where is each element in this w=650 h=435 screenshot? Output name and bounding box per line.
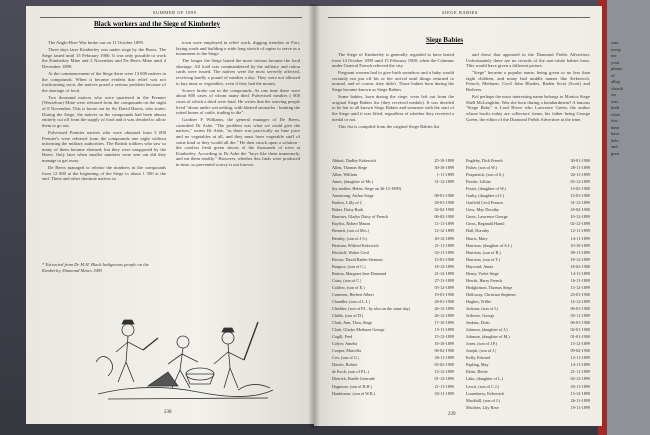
list-item [332, 298, 454, 305]
birth-date: 08-01-1900 [434, 193, 454, 199]
birth-date: 16-11-1899 [570, 277, 590, 283]
birth-date: 17-10-1899 [434, 320, 454, 326]
list-item [466, 368, 590, 375]
birth-date: 02-01-1900 [570, 327, 590, 333]
baby-name: Harris, Mary [466, 235, 488, 241]
birth-date: 25-10-1899 [434, 158, 454, 163]
baby-name: Johnson, (daughter of J.) [466, 327, 508, 333]
birth-date: 03-02-1900 [434, 362, 454, 368]
list-item [332, 220, 454, 227]
birth-date: 28-01-1900 [434, 298, 454, 304]
baby-name: Johnson, (daughter of M.) [466, 334, 510, 340]
miners-illustration [88, 302, 278, 402]
baby-name: Hayward, Annie [466, 263, 494, 269]
list-item [466, 390, 590, 397]
birth-date: 14-11-1899 [570, 362, 590, 368]
baby-name: Cooper, Marcella [332, 348, 362, 354]
list-item [332, 375, 454, 382]
birth-date: 21-11-1899 [434, 383, 454, 389]
baby-name: Barrows, Gladys Daisy of French [332, 214, 389, 220]
list-item [332, 277, 454, 284]
list-item [466, 383, 590, 390]
paragraph: Gardner F Williams, the general manager of De Beers, consulted Dr Ashe. "The problem was what we could give the natives," writes Dr Ashe, "as there was practically no lime juice and no vegetables at all, and they must have vegetable stuff of some kind or they would all die." He then struck upon a solution - the careless fresh green shoots of the thousands of trees at Kimberley. According to Dr Ashe the "boys like them immensely, and eat them readily." However, whether this finds were produced in time, so prevented scurvy is not known. [176, 117, 300, 167]
paragraph: At the commencement of the Siege there were 13 000 natives in the compounds. When it became evident that relief was not forthcoming soon, the natives posed a serious problem because of the shortage of food. [42, 70, 166, 93]
paragraph: The Anglo-Boer War broke out on 11 October 1899. [48, 40, 144, 45]
adjacent-book-text: wax recep me your please of alleg church we was both what few hasn have belo and grea [611, 40, 624, 156]
list-item [466, 235, 590, 242]
list-item [466, 164, 590, 171]
birth-date: 06-02-1900 [434, 214, 454, 220]
birth-date: 30-10-1899 [434, 165, 454, 171]
baby-name: (by mother, Helen, Siege on 26-12-1899) [332, 186, 402, 192]
list-item [466, 256, 590, 263]
baby-name: Bentley, (son of J.S.) [332, 235, 368, 241]
baby-name: Jones, (son of J.P.) [466, 341, 498, 347]
birth-date: 06-01-1900 [570, 305, 590, 311]
left-page-column-2 [176, 40, 300, 169]
left-header-rule [40, 17, 302, 18]
list-item [332, 368, 454, 375]
baby-name: Abbott, Dudley Kekewich [332, 158, 377, 163]
baby-name: Fitzpatrick, (son of S.) [466, 172, 504, 178]
baby-name: Cogill, Fred [332, 334, 353, 340]
left-page-column-1 [42, 40, 166, 183]
birth-date: 13-12-1899 [570, 390, 590, 396]
baby-name: Armstrong, Arthur Siege [332, 193, 374, 199]
baby-name: Kelly, Edward [466, 355, 491, 361]
birth-date: 10-10-1899 [570, 242, 590, 248]
list-item [332, 270, 454, 277]
baby-name: Allen, William [332, 172, 357, 178]
list-item [466, 227, 590, 234]
book-gutter-shadow [308, 4, 320, 428]
baby-name: Hewitt, Harry French [466, 277, 502, 283]
list-item [466, 375, 590, 382]
list-item [332, 171, 454, 178]
birth-date: 1-11-1899 [436, 172, 454, 178]
list-item [466, 249, 590, 256]
list-item [332, 383, 454, 390]
list-item [332, 291, 454, 298]
birth-date: 12-11-1899 [570, 355, 590, 361]
birth-date: 02-02-1900 [434, 207, 454, 213]
list-item [332, 312, 454, 319]
baby-name: Chiebler, (son of P.L. by also on the same day) [332, 305, 411, 311]
list-item [466, 270, 590, 277]
baby-name: Harrison, (son of T.) [466, 256, 501, 262]
birth-date: 23-01-1900 [570, 291, 590, 297]
list-item [466, 242, 590, 249]
paragraph: Scurvy broke out in the compounds. As one time there were about 800 cases of whom many died. Pulverised mealies ( 000 cases of which a third were fatal. He writes that the starving people lived "about under wet netting, with bleated stomachs - hunting the rotted bones of cattle, trading to die". [176, 87, 300, 116]
baby-name: Harrison, (son of R.) [466, 249, 501, 255]
list-item [466, 354, 590, 361]
list-item [332, 164, 454, 171]
list-item [466, 199, 590, 206]
baby-name: Goss, May Dorothy [466, 207, 500, 213]
list-item [332, 213, 454, 220]
list-item [466, 192, 590, 199]
siege-babies-list-right [466, 157, 590, 411]
baby-name: Dugmore, (son of B.H.) [332, 383, 373, 389]
baby-name: Burgess, (son of C.) [332, 263, 366, 269]
list-item [332, 242, 454, 249]
birth-date: 09-02-1900 [570, 348, 590, 354]
list-item [466, 397, 590, 404]
birth-date: 12-11-1899 [570, 228, 590, 234]
paragraph: The longer the Siege lasted the more serious became the food shortage. All food was commandeered by the military and ration cards were issued. The natives were the most severely affected, receiving hardly a pound of mealies a day. They were not allowed to buy meat or vegetables, even if they had the money. [176, 58, 300, 86]
birth-date: 27-11-1899 [434, 277, 454, 283]
birth-date: 03-11-1899 [570, 383, 590, 389]
list-item [466, 206, 590, 213]
birth-date: 02-11-1899 [570, 172, 590, 178]
list-item [466, 185, 590, 192]
list-item [332, 199, 454, 206]
birth-date: 12-12-1899 [434, 228, 454, 234]
list-item [466, 291, 590, 298]
baby-name: Joseph, (son of J.) [466, 348, 497, 354]
baby-name: Lounsberry, Kekewich [466, 390, 505, 396]
birth-date: 10-12-1899 [570, 214, 590, 220]
paragraph: Pulverised Premier natives who were obtained from 3 000 Premier's were released from the compounds one night without informing the military authorities. The British soldiers who saw so many of them became alarmed, but they were unopposed by the Boers. Only later when smaller numbers were sent out did they manage to get away. [42, 129, 166, 163]
list-item [332, 333, 454, 340]
paragraph: and those that appeared in the Diamond Fields Advertiser. Unfortunately there are no records of the non-white babies born. This would have given a different picture. [466, 52, 590, 69]
list-item [466, 333, 590, 340]
birth-date: 15-12-1899 [434, 334, 454, 340]
baby-name: Colyer, Amelia [332, 341, 358, 347]
list-item [466, 171, 590, 178]
birth-date: 31-12-1899 [570, 200, 590, 206]
baby-name: Hall, Dorothy [466, 228, 490, 234]
list-item [332, 347, 454, 354]
baby-name: Kipling, May [466, 362, 489, 368]
baby-name: Barlow, Lilly of J. [332, 200, 363, 206]
list-item [332, 157, 454, 164]
list-item [332, 235, 454, 242]
birth-date: 21-11-1899 [434, 242, 454, 248]
baby-name: Holloway, Christian Stephens [466, 291, 516, 297]
list-item [466, 284, 590, 291]
list-item [466, 404, 590, 411]
left-page [26, 6, 314, 424]
list-item [332, 326, 454, 333]
list-item [332, 305, 454, 312]
baby-name: Childs, (son of D.) [332, 313, 364, 319]
birth-date: 28-01-1900 [434, 200, 454, 206]
left-running-head: SUMMER OF 1899 [153, 10, 197, 15]
birth-date: 13-12-1899 [434, 369, 454, 375]
baby-name: Brown, David Baden Siemens [332, 256, 383, 262]
birth-date: 01-01-1900 [570, 334, 590, 340]
baby-name: Maclean, Lily Rose [466, 404, 499, 410]
list-item [332, 354, 454, 361]
list-item [332, 319, 454, 326]
baby-name: Cairo, (son of C.) [332, 277, 362, 283]
paragraph: "Siege" became a popular name, being given to no less than eight children, and many had middle names like Kekewich, French, Methuen, Cecil John Rhodes, Baden Scott (Scott) and Redvers. [466, 70, 590, 93]
right-page-title: Siege Babies [426, 36, 464, 44]
list-item [466, 277, 590, 284]
list-item [466, 220, 590, 227]
paragraph: Two thousand natives who were quartered in the Premier (Wesselton) Mine were released from the compounds on the night of 8 November. This is borne out by Sir David Harris, who states: During the Siege, the natives in the compounds had been almost entirely cut off from the supply of food and it was decided to allow them to go out. [42, 94, 166, 128]
birth-date: 20-12-1899 [434, 235, 454, 241]
birth-date: 31-12-1899 [434, 179, 454, 185]
birth-date: 14-11-1899 [570, 270, 590, 276]
baby-name: Chandler, (son of L.J.) [332, 298, 370, 304]
baby-name: Lake, (daughter of L.) [466, 376, 504, 382]
birth-date: 03-12-1899 [570, 179, 590, 185]
right-running-head: SIEGE BABIES [442, 10, 478, 15]
paragraph: town were employed in relief work, digging trenches at Fort, laying roads and building a wide long stretch of rapier to serve as a monument to the Siege. [176, 40, 300, 57]
left-page-number: 238 [164, 410, 172, 415]
right-page-column-1 [332, 52, 454, 131]
birth-date: 09-11-1899 [570, 249, 590, 255]
right-header-rule [328, 17, 590, 18]
birth-date: 02-11-1899 [434, 249, 454, 255]
list-item [332, 185, 454, 192]
baby-name: Dietrich, Buelle Gertrude [332, 376, 375, 382]
birth-date: 18-12-1899 [434, 263, 454, 269]
baby-name: Davies, Robert [332, 362, 358, 368]
baby-name: Foster, (daughter of W.) [466, 186, 506, 192]
left-page-title: Black workers and the Siege of Kimberley [94, 20, 220, 28]
birth-date: 14-12-1899 [570, 298, 590, 304]
baby-name: Bischoff, Walter Cecil [332, 249, 370, 255]
list-item [466, 305, 590, 312]
list-item [466, 178, 590, 185]
list-item [466, 263, 590, 270]
left-page-footnote: * Extracted from Dr M.H. Black Indigenous people on the Kimberley Diamond Mines 1983 [42, 262, 149, 273]
baby-name: Bennett, (son of Mrs.) [332, 228, 370, 234]
birth-date: 21-11-1899 [570, 369, 590, 375]
birth-date: 18-02-1900 [570, 207, 590, 213]
list-item [332, 340, 454, 347]
baby-name: Clark, Ann, Thea, Siege [332, 320, 373, 326]
birth-date: 26-12-1899 [434, 305, 454, 311]
birth-date: 19-11-1899 [570, 404, 590, 410]
list-item [332, 227, 454, 234]
baby-name: Jenkins, Doris [466, 320, 490, 326]
baby-name: Gross, Lawrence George [466, 214, 508, 220]
baby-name: Clark, Gladys Methuen George [332, 327, 385, 333]
right-page-column-2 [466, 52, 590, 124]
birth-date: 13-02-1900 [570, 186, 590, 192]
list-item [332, 256, 454, 263]
list-item [466, 312, 590, 319]
birth-date: 21-12-1899 [434, 270, 454, 276]
baby-name: Klein, Bertie [466, 369, 488, 375]
baby-name: Bertram, Wilfred Kekewich [332, 242, 379, 248]
list-item [466, 361, 590, 368]
birth-date: 14-11-1899 [570, 235, 590, 241]
baby-name: Cameron, Herbert Albert [332, 291, 374, 297]
list-item [466, 157, 590, 164]
birth-date: 15-01-1900 [434, 256, 454, 262]
list-item [466, 298, 590, 305]
birth-date: 16-10-1899 [434, 341, 454, 347]
baby-name: Gross, Reginald Hamil [466, 221, 505, 227]
birth-date: 18-02-1900 [570, 263, 590, 269]
baby-name: Fincke, Lillian [466, 179, 491, 185]
paragraph: The Siege of Kimberley is generally regarded to have lasted from 14 October 1899 until 15 February 1900, when the Columns under General French relieved the city. [332, 52, 454, 69]
list-item [332, 284, 454, 291]
paragraph: De Beers managed to release the numbers in the compounds from 12 000 at the beginning of the Siege to about 1 500 at the end. These and other destitute natives in [42, 164, 166, 182]
baby-name: Garby, (daughter of J.) [466, 193, 504, 199]
baby-name: Cox, (son of G.) [332, 355, 360, 361]
baby-name: Jefferies, George [466, 313, 495, 319]
adjacent-book-edge [607, 0, 650, 435]
siege-babies-list-left [332, 157, 454, 397]
baby-name: Garfield Cecil Francis [466, 200, 504, 206]
baby-name: Ames, (daughter of Mr.) [332, 179, 373, 185]
paragraph: Three days later Kimberley was under siege by the Boers. The Siege lasted until 15 February 1900. It was only possible to work the Kimberley Mine and 3 November and De Beers Mine until 4 December 1899. [42, 47, 166, 69]
baby-name: Jackson, (son of J.) [466, 305, 499, 311]
baby-name: Allen, Thomas Siege [332, 165, 368, 171]
list-item [466, 319, 590, 326]
baby-name: Caldow, (son of E.) [332, 284, 365, 290]
birth-date: 26-12-1899 [434, 313, 454, 319]
baby-name: de Kock, (son of P.L.) [332, 369, 369, 375]
birth-date: 28-11-1899 [570, 165, 590, 171]
list-item [332, 178, 454, 185]
birth-date: 11-11-1899 [434, 221, 454, 227]
right-page-number: 239 [448, 412, 456, 417]
list-item [332, 206, 454, 213]
baby-name: Fisher, (son of W.) [466, 165, 498, 171]
birth-date: 02-12-1899 [570, 221, 590, 227]
right-page [314, 6, 602, 426]
birth-date: 01-12-1899 [434, 376, 454, 382]
baby-name: Engleby, Dick French [466, 158, 503, 163]
baby-name: Henry, Violet Siege [466, 270, 499, 276]
birth-date: 15-11-1899 [434, 327, 454, 333]
birth-date: 15-01-1900 [570, 193, 590, 199]
paragraph: Pregnant women had to give birth somehow and a baby would certainly not put off his or her arrival until things returned to normal, and of course, they didn't. Those babies born during the Siege became known as Siege Babies. [332, 70, 454, 93]
list-item [332, 361, 454, 368]
birth-date: 26-11-1899 [570, 397, 590, 403]
baby-name: Dunkinson, (son of W.B.) [332, 390, 376, 396]
birth-date: 03-11-1899 [434, 390, 454, 396]
baby-name: Hughes, Willie [466, 298, 492, 304]
birth-date: 18-12-1899 [570, 256, 590, 262]
paragraph: This list is compiled from the original Siege Babies list [338, 123, 440, 129]
baby-name: Harrison, (daughter of S.J.) [466, 242, 512, 248]
birth-date: 06-01-1900 [570, 320, 590, 326]
baby-name: Lewis, (son of C.J.) [466, 383, 500, 389]
list-item [332, 249, 454, 256]
baby-name: Baker, Daisy Ruth [332, 207, 363, 213]
baby-name: Burton, Margaret Jane Diamond [332, 270, 387, 276]
baby-name: Hodgkinson, Thomas Siege [466, 284, 513, 290]
list-item [332, 192, 454, 199]
baby-name: Mackhill, (son of J.) [466, 397, 501, 403]
birth-date: 30-01-1900 [570, 158, 590, 163]
list-item [332, 390, 454, 397]
list-item [466, 213, 590, 220]
birth-date: 26-11-1899 [434, 355, 454, 361]
paragraph: Some babies, born during the siege, were left out from the original Siege Babies list (they received medals). It was decided to be fair to all known Siege Babies and someone with the start of the Siege until it was lifted, regardless of whether they received a medal or not. [332, 94, 454, 122]
birth-date: 04-12-1899 [570, 376, 590, 382]
birth-date: 05-11-1899 [570, 313, 590, 319]
list-item [466, 340, 590, 347]
birth-date: 05-12-1899 [434, 284, 454, 290]
birth-date: 06-02-1900 [434, 348, 454, 354]
list-item [466, 326, 590, 333]
list-item [466, 347, 590, 354]
birth-date: 13-12-1899 [570, 284, 590, 290]
list-item [332, 263, 454, 270]
birth-date: 19-01-1900 [434, 291, 454, 297]
birth-date: 13-12-1899 [570, 341, 590, 347]
paragraph: Kel perhaps the most interesting name belongs to Monica Siege Shell McLaughlin. Was she born during a bombardment? A famous "Siege Baby" is Lord Howe who Lawrence Green, the author whose books today are collectors' items, his father being George Green, the editor of the Diamond Fields Advertiser at the time. [466, 94, 590, 122]
baby-name: Bayliss, Robert Mason [332, 221, 371, 227]
